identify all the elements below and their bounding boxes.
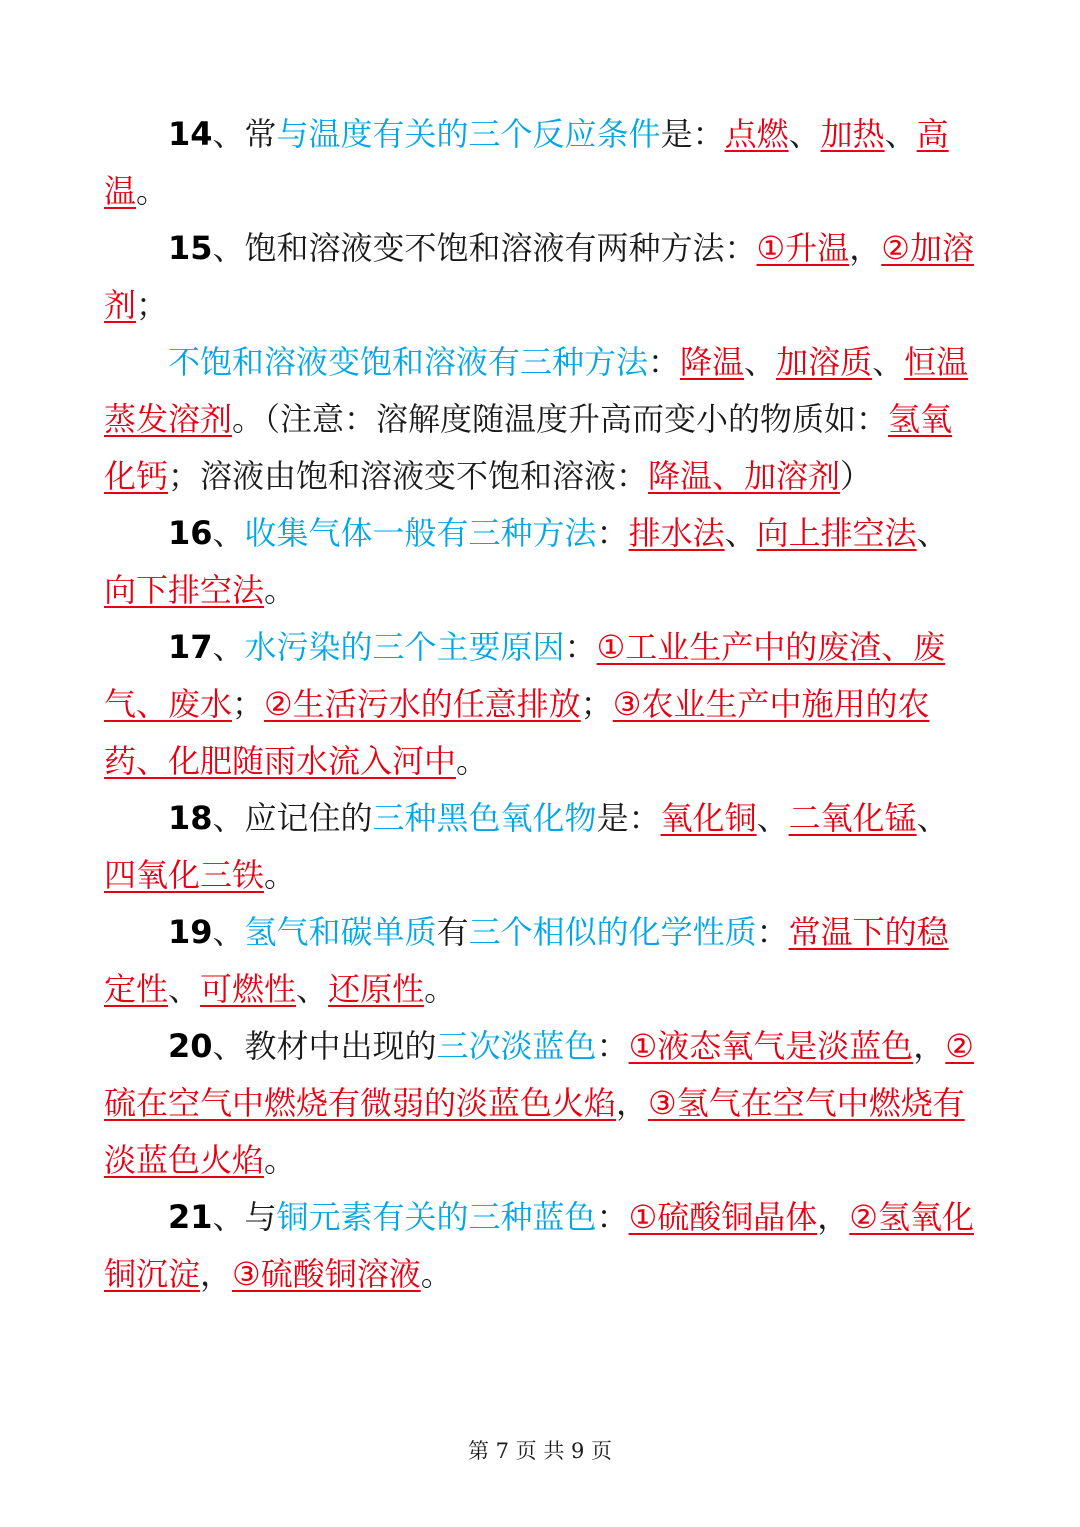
paragraph-item — [104, 790, 979, 904]
plain-text: 、 — [212, 913, 245, 951]
plain-text: ； — [232, 685, 265, 723]
plain-text: 、常 — [212, 115, 277, 153]
answer-text: ③硫酸铜溶液 — [232, 1255, 421, 1293]
plain-text: ： — [648, 343, 681, 381]
answer-text: 降温 — [680, 343, 745, 381]
answer-text: 二氧化锰 — [788, 799, 917, 837]
plain-text: 、 — [872, 343, 905, 381]
document-body — [104, 106, 979, 1303]
plain-text: 有 — [436, 913, 469, 951]
answer-text: 四氧化三铁 — [104, 856, 265, 894]
answer-text: ①液态氧气是淡蓝色 — [628, 1027, 914, 1065]
answer-text: 高温 — [104, 115, 949, 210]
highlight-text: 氢气和碳单质 — [244, 913, 437, 951]
plain-text: 、 — [296, 970, 329, 1008]
answer-text: ③农业生产中施用的农药、化肥随雨水流入河中 — [104, 685, 930, 780]
plain-text: 是： — [660, 115, 725, 153]
answer-text: 排水法 — [628, 514, 725, 552]
answer-text: 向上排空法 — [756, 514, 917, 552]
answer-text: 加溶质 — [776, 343, 873, 381]
item-number: 20 — [168, 1027, 213, 1065]
highlight-text: 铜元素有关的三种蓝色 — [276, 1198, 597, 1236]
answer-text: 点燃 — [724, 115, 789, 153]
highlight-text: 与温度有关的三个反应条件 — [276, 115, 661, 153]
plain-text: 。（注意：溶解度随温度升高而变小的物质如： — [232, 400, 889, 438]
plain-text: ； — [136, 286, 169, 324]
plain-text: ： — [596, 1027, 629, 1065]
plain-text: ， — [817, 1198, 850, 1236]
plain-text: 。 — [136, 172, 169, 210]
item-number: 19 — [168, 913, 213, 951]
answer-text: 恒温蒸发溶剂 — [104, 343, 969, 438]
answer-text: ①工业生产中的废渣、废气、废水 — [104, 628, 946, 723]
item-number: 18 — [168, 799, 213, 837]
plain-text: 、 — [212, 514, 245, 552]
plain-text: ； — [580, 685, 613, 723]
highlight-text: 三个相似的化学性质 — [468, 913, 757, 951]
highlight-text: 不饱和溶液变饱和溶液有三种方法 — [168, 343, 649, 381]
paragraph-item — [104, 220, 979, 334]
answer-text: 向下排空法 — [104, 571, 265, 609]
plain-text: 、与 — [212, 1198, 277, 1236]
paragraph-item — [104, 1189, 979, 1303]
plain-text: ；溶液由饱和溶液变不饱和溶液： — [168, 457, 649, 495]
plain-text: 是： — [596, 799, 661, 837]
plain-text: 、应记住的 — [212, 799, 373, 837]
answer-text: 氢氧化钙 — [104, 400, 953, 495]
plain-text: 。 — [456, 742, 489, 780]
highlight-text: 水污染的三个主要原因 — [244, 628, 565, 666]
plain-text: 、饱和溶液变不饱和溶液有两种方法： — [212, 229, 757, 267]
plain-text: 、 — [212, 628, 245, 666]
plain-text: ， — [913, 1027, 946, 1065]
plain-text: 、 — [788, 115, 821, 153]
answer-text: 可燃性 — [200, 970, 297, 1008]
answer-text: 加热 — [820, 115, 885, 153]
plain-text: ： — [564, 628, 597, 666]
answer-text: ③氢气在空气中燃烧有淡蓝色火焰 — [104, 1084, 965, 1179]
plain-text: 、教材中出现的 — [212, 1027, 437, 1065]
plain-text: 。 — [264, 856, 297, 894]
plain-text: ， — [616, 1084, 649, 1122]
plain-text: 、 — [724, 514, 757, 552]
item-number: 17 — [168, 628, 213, 666]
item-number: 21 — [168, 1198, 213, 1236]
item-number: 14 — [168, 115, 213, 153]
plain-text: 、 — [916, 514, 949, 552]
plain-text: ， — [849, 229, 882, 267]
answer-text: 氧化铜 — [660, 799, 757, 837]
plain-text: 、 — [884, 115, 917, 153]
answer-text: 常温下的稳定性 — [104, 913, 949, 1008]
paragraph-item — [104, 106, 979, 220]
plain-text: 、 — [756, 799, 789, 837]
answer-text: ①硫酸铜晶体 — [628, 1198, 818, 1236]
answer-text: ①升温 — [756, 229, 850, 267]
answer-text: 还原性 — [328, 970, 425, 1008]
highlight-text: 收集气体一般有三种方法 — [244, 514, 597, 552]
highlight-text: 三种黑色氧化物 — [372, 799, 597, 837]
paragraph-item — [104, 505, 979, 619]
highlight-text: 三次淡蓝色 — [436, 1027, 597, 1065]
plain-text: ： — [596, 1198, 629, 1236]
answer-text: ②生活污水的任意排放 — [264, 685, 581, 723]
plain-text: 。 — [264, 1141, 297, 1179]
paragraph-item — [104, 1018, 979, 1189]
plain-text: ： — [756, 913, 789, 951]
plain-text: 、 — [744, 343, 777, 381]
plain-text: 。 — [424, 970, 457, 1008]
item-number: 15 — [168, 229, 213, 267]
plain-text: ， — [200, 1255, 233, 1293]
plain-text: 。 — [264, 571, 297, 609]
page-footer: 第 7 页 共 9 页 — [467, 1439, 613, 1463]
answer-text: ②加溶剂 — [104, 229, 974, 324]
answer-text: ②氢氧化铜沉淀 — [104, 1198, 974, 1293]
plain-text: ： — [596, 514, 629, 552]
plain-text: 。 — [420, 1255, 453, 1293]
answer-text: 降温、加溶剂 — [648, 457, 841, 495]
answer-text: ②硫在空气中燃烧有微弱的淡蓝色火焰 — [104, 1027, 974, 1122]
paragraph-item — [104, 619, 979, 790]
item-number: 16 — [168, 514, 213, 552]
paragraph-item — [104, 904, 979, 1018]
plain-text: 、 — [916, 799, 949, 837]
plain-text: ） — [840, 457, 873, 495]
paragraph-item — [104, 334, 979, 505]
plain-text: 、 — [168, 970, 201, 1008]
